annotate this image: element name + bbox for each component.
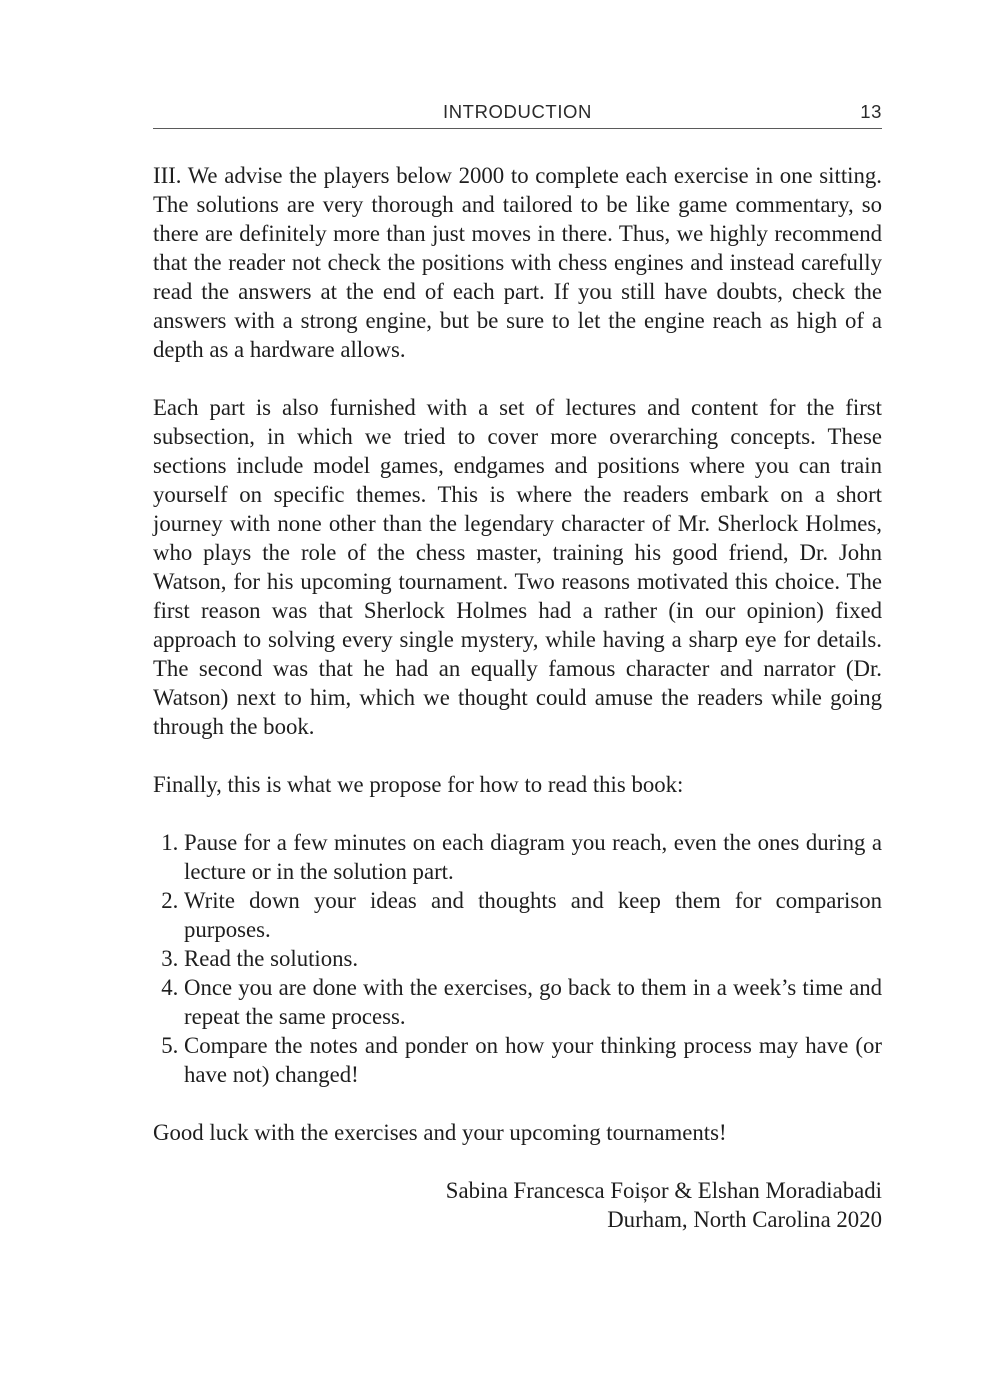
list-item: 1. Pause for a few minutes on each diagram you reach, even the ones during a lecture or in the solution part.: [184, 828, 882, 886]
signature-block: [153, 1176, 882, 1234]
paragraph-proposal-intro: Finally, this is what we propose for how to read this book:: [153, 772, 684, 797]
section-title: INTRODUCTION: [442, 101, 593, 122]
paragraph-advice: III. We advise the players below 2000 to complete each exercise in one sitting. The solutions are very thorough and tailored to be like game commentary, so there are definitely more than just moves in there. Thus, we highly recommend that the reader not check the positions with chess engines and instead carefully read the answers at the end of each part. If you still have doubts, check the answers with a strong engine, but be sure to let the engine reach as high of a depth as a hardware allows.: [153, 163, 882, 362]
list-item: 3. Read the solutions.: [184, 944, 882, 973]
closing-line: Good luck with the exercises and your upcoming tournaments!: [153, 1120, 727, 1145]
running-header: [153, 101, 882, 129]
paragraph-lectures: Each part is also furnished with a set of lectures and content for the first subsection, in which we tried to cover more overarching concepts. These sections include model games, endgames and positions where you can train yourself on specific themes. This is where the readers embark on a short journey with none other than the legendary character of Mr. Sherlock Holmes, who plays the role of the chess master, training his good friend, Dr. John Watson, for his upcoming tournament. Two reasons motivated this choice. The first reason was that Sherlock Holmes had a rather (in our opinion) fixed approach to solving every single mystery, while having a sharp eye for details. The second was that he had an equally famous character and narrator (Dr. Watson) next to him, which we thought could amuse the readers while going through the book.: [153, 395, 882, 739]
reading-steps-list: [153, 828, 882, 1089]
signature-place-date: Durham, North Carolina 2020: [607, 1207, 882, 1232]
list-item: 4. Once you are done with the exercises, go back to them in a week’s time and repeat the same process.: [184, 973, 882, 1031]
page-number: 13: [860, 101, 882, 122]
signature-authors: Sabina Francesca Foișor & Elshan Moradiabadi: [445, 1178, 882, 1203]
list-item: 5. Compare the notes and ponder on how your thinking process may have (or have not) changed!: [184, 1031, 882, 1089]
body-text: [153, 161, 882, 1234]
list-item: 2. Write down your ideas and thoughts and keep them for comparison purposes.: [184, 886, 882, 944]
